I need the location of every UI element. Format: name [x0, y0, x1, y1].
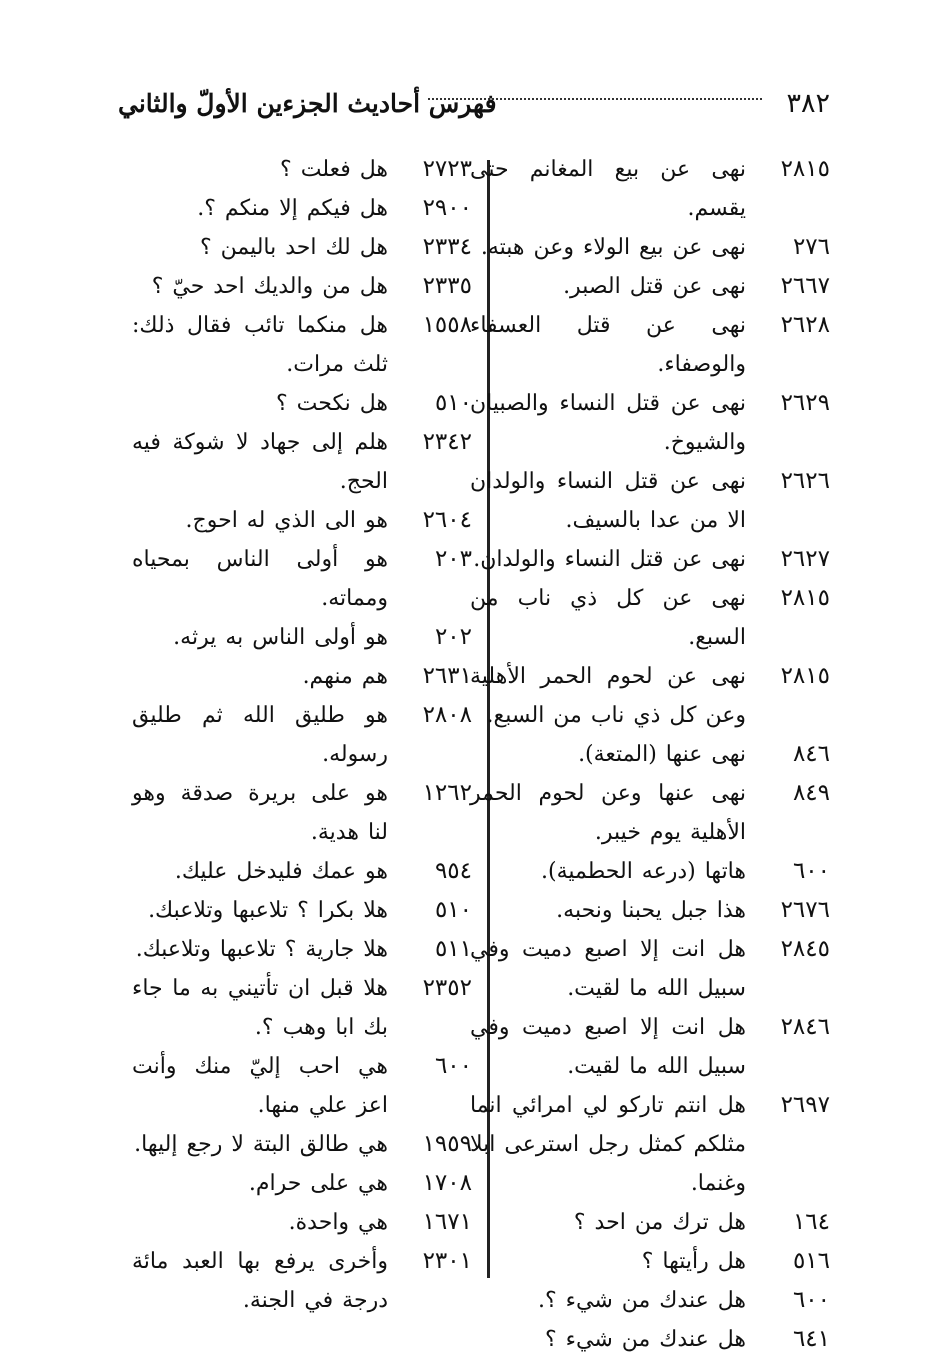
entry-number: ٢٦٦٧ [780, 273, 830, 299]
entry-text: نهى عن قتل الصبر. [563, 274, 746, 299]
entry-number: ٢٦٢٧ [780, 546, 830, 572]
hadith-index-entry [470, 150, 830, 228]
hadith-index-entry [132, 891, 472, 930]
entry-number: ٥١١ [434, 936, 472, 962]
entry-number: ١٥٥٨ [422, 312, 472, 338]
entry-text: نهى عن لحوم الحمر الأهلية وعن كل ذي ناب من السبع. [470, 664, 746, 728]
entry-text: هل منكما تائب فقال ذلك: ثلث مرات. [132, 313, 388, 377]
entry-number: ٢٠٣ [434, 546, 472, 572]
entry-text: نهى عن قتل النساء والولدان الا من عدا بالسيف. [470, 469, 746, 533]
hadith-index-entry [132, 1242, 472, 1320]
entry-text: هو طليق الله ثم طليق رسوله. [132, 703, 388, 767]
entry-text: هي طالق البتة لا رجع إليها. [134, 1132, 388, 1157]
hadith-index-entry [470, 1203, 830, 1242]
entry-number: ٨٤٦ [792, 741, 830, 767]
entry-number: ٢٨٤٦ [780, 1014, 830, 1040]
entry-text: هل انت إلا اصبع دميت وفي سبيل الله ما لقيت. [470, 937, 746, 1001]
entry-number: ٢٠٢ [434, 624, 472, 650]
entry-text: هاتها (درعه الحطمية). [541, 859, 746, 884]
hadith-index-entry [132, 189, 472, 228]
entry-number: ٩٥٤ [434, 858, 472, 884]
hadith-index-entry [132, 501, 472, 540]
entry-text: هي واحدة. [288, 1210, 388, 1235]
hadith-index-entry [132, 618, 472, 657]
entry-number: ٥١٦ [792, 1248, 830, 1274]
entry-text: نهى عنها (المتعة). [578, 742, 746, 767]
entry-text: نهى عن قتل النساء والولدان. [473, 547, 746, 572]
entry-number: ٢٣٥٢ [422, 975, 472, 1001]
hadith-index-entry [470, 228, 830, 267]
hadith-index-entry [470, 735, 830, 774]
entry-number: ٢٦٢٦ [780, 468, 830, 494]
entry-number: ٨٤٩ [792, 780, 830, 806]
entry-text: هي احب إليّ منك وأنت اعز علي منها. [132, 1054, 388, 1118]
hadith-index-entry [132, 1047, 472, 1125]
entry-text: هل فعلت ؟ [280, 157, 388, 182]
entry-text: وأخرى يرفع بها العبد مائة درجة في الجنة. [132, 1249, 388, 1313]
entry-text: هل من والديك احد حيّ ؟ [151, 274, 388, 299]
entry-text: هم منهم. [302, 664, 388, 689]
hadith-index-entry [132, 540, 472, 618]
entry-text: نهى عن قتل النساء والصبيان والشيوخ. [470, 391, 746, 455]
hadith-index-entry [132, 228, 472, 267]
hadith-index-entry [470, 1086, 830, 1203]
entry-number: ٢٦٧٦ [780, 897, 830, 923]
entry-text: هلا جارية ؟ تلاعبها وتلاعبك. [135, 937, 388, 962]
hadith-index-entry [132, 267, 472, 306]
hadith-index-entry [470, 852, 830, 891]
entry-number: ٢٣٠١ [422, 1248, 472, 1274]
hadith-index-entry [132, 657, 472, 696]
entry-text: هذا جبل يحبنا ونحبه. [556, 898, 746, 923]
entry-text: هل انتم تاركو لي امرائي انما مثلكم كمثل رجل استرعى ابلا وغنما. [470, 1093, 746, 1196]
entry-text: نهى عن كل ذي ناب من السبع. [470, 586, 746, 650]
hadith-index-entry [470, 1242, 830, 1281]
hadith-index-entry [132, 696, 472, 774]
entry-text: نهى عن بيع الولاء وعن هبته. [480, 235, 746, 260]
entry-number: ٢٩٠٠ [422, 195, 472, 221]
entry-text: هو أولى الناس بمحياه ومماته. [132, 547, 388, 611]
hadith-index-entry [470, 579, 830, 657]
entry-number: ٦٠٠ [792, 1287, 830, 1313]
entry-number: ٢٧٦ [792, 234, 830, 260]
hadith-index-entry [470, 384, 830, 462]
entry-text: هل انت إلا اصبع دميت وفي سبيل الله ما لقيت. [470, 1015, 746, 1079]
hadith-index-entry [470, 891, 830, 930]
hadith-index-entry [470, 462, 830, 540]
entry-number: ١٦٤ [792, 1209, 830, 1235]
right-column [470, 150, 830, 1359]
entry-text: هلم إلى جهاد لا شوكة فيه الحج. [132, 430, 388, 494]
entry-number: ٢٦٢٨ [780, 312, 830, 338]
hadith-index-entry [132, 306, 472, 384]
hadith-index-entry [470, 1008, 830, 1086]
hadith-index-entry [470, 540, 830, 579]
entry-number: ٢٨١٥ [780, 585, 830, 611]
entry-number: ٦٤١ [792, 1326, 830, 1352]
hadith-index-entry [132, 1125, 472, 1164]
left-column [132, 150, 472, 1320]
entry-number: ٢٨٠٨ [422, 702, 472, 728]
entry-number: ٢٨١٥ [780, 156, 830, 182]
entry-text: هل نكحت ؟ [275, 391, 388, 416]
hadith-index-entry [470, 267, 830, 306]
hadith-index-entry [470, 1320, 830, 1359]
entry-number: ٢٣٣٥ [422, 273, 472, 299]
entry-number: ٥١٠ [434, 390, 472, 416]
hadith-index-entry [470, 930, 830, 1008]
entry-number: ٢٦٣١ [422, 663, 472, 689]
entry-text: هو عمك فليدخل عليك. [174, 859, 388, 884]
entry-text: هل عندك من شيء ؟. [538, 1288, 746, 1313]
entry-text: هو أولى الناس به يرثه. [173, 625, 388, 650]
entry-text: هي على حرام. [248, 1171, 388, 1196]
entry-number: ٢٦٢٩ [780, 390, 830, 416]
entry-number: ٦٠٠ [792, 858, 830, 884]
entry-number: ١٢٦٢ [422, 780, 472, 806]
hadith-index-entry [132, 930, 472, 969]
hadith-index-entry [470, 1281, 830, 1320]
page-number: ٣٨٢ [786, 88, 830, 119]
entry-text: نهى عنها وعن لحوم الحمر الأهلية يوم خيبر. [470, 781, 746, 845]
hadith-index-entry [470, 774, 830, 852]
entry-text: نهى عن بيع المغانم حتى يقسم. [470, 157, 746, 221]
hadith-index-entry [132, 852, 472, 891]
page-title: فهرس أحاديث الجزءين الأولّ والثاني [118, 89, 497, 118]
entry-number: ٢٧٢٣ [422, 156, 472, 182]
hadith-index-entry [470, 306, 830, 384]
entry-text: هو الى الذي له احوج. [185, 508, 388, 533]
entry-text: هل عندك من شيء ؟ [544, 1327, 746, 1352]
hadith-index-entry [132, 969, 472, 1047]
entry-text: هل لك احد باليمن ؟ [199, 235, 388, 260]
entry-text: هل فيكم إلا منكم ؟. [197, 196, 388, 221]
entry-text: هلا قبل ان تأتيني به ما جاء بك ابا وهب ؟. [132, 976, 388, 1040]
entry-text: هو على بريرة صدقة وهو لنا هدية. [132, 781, 388, 845]
hadith-index-entry [132, 1164, 472, 1203]
entry-number: ٢٨١٥ [780, 663, 830, 689]
entry-number: ٢٦٠٤ [422, 507, 472, 533]
hadith-index-entry [132, 774, 472, 852]
page-header [118, 84, 830, 128]
entry-number: ٥١٠ [434, 897, 472, 923]
entry-text: هلا بكرا ؟ تلاعبها وتلاعبك. [148, 898, 388, 923]
entry-number: ١٩٥٩ [422, 1131, 472, 1157]
hadith-index-entry [132, 384, 472, 423]
entry-number: ٢٦٩٧ [780, 1092, 830, 1118]
entry-number: ٢٨٤٥ [780, 936, 830, 962]
entry-number: ٦٠٠ [434, 1053, 472, 1079]
hadith-index-entry [132, 150, 472, 189]
entry-number: ٢٣٣٤ [422, 234, 472, 260]
entry-number: ٢٣٤٢ [422, 429, 472, 455]
hadith-index-entry [132, 1203, 472, 1242]
entry-text: هل ترك من احد ؟ [573, 1210, 746, 1235]
entry-number: ١٦٧١ [422, 1209, 472, 1235]
entry-text: هل رأيتها ؟ [641, 1249, 746, 1274]
entry-number: ١٧٠٨ [422, 1170, 472, 1196]
hadith-index-entry [132, 423, 472, 501]
entry-text: نهى عن قتل العسفاء والوصفاء. [470, 313, 746, 377]
hadith-index-entry [470, 657, 830, 735]
